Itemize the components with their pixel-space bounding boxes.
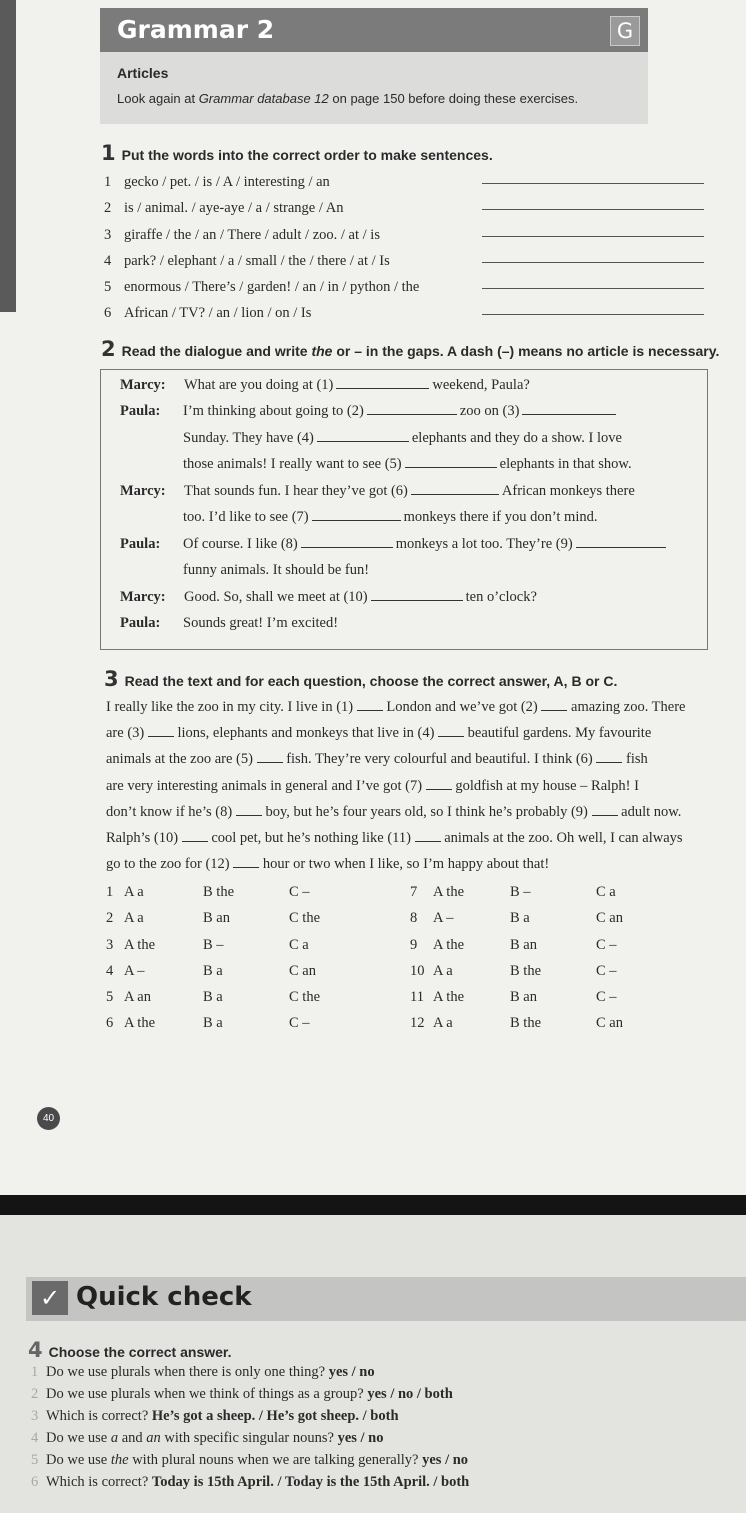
page-title: Grammar 2	[117, 15, 275, 44]
option-number: 6	[106, 1015, 114, 1031]
option-b: B a	[510, 910, 530, 926]
dialogue-text: Sounds great! I’m excited!	[183, 615, 339, 631]
dialogue-text: funny animals. It should be fun!	[183, 562, 370, 578]
option-c: C –	[289, 1015, 310, 1031]
question-text: Which is correct?	[46, 1408, 152, 1424]
dialogue-text: weekend, Paula?	[432, 377, 530, 393]
dialogue-speaker: Paula:	[120, 615, 161, 631]
option-a: A the	[433, 884, 465, 900]
answer-gap	[301, 537, 393, 548]
text-segment: fish	[622, 751, 648, 767]
exercise-2-title: 2 Read the dialogue and write the or – in the gaps. A dash (–) means no article is necessary.	[101, 337, 720, 361]
option-c: C a	[289, 937, 309, 953]
option-number: 5	[106, 989, 114, 1005]
text-segment: amazing zoo. There	[567, 699, 686, 715]
answer-choices: Today is 15th April. / Today is the 15th April. / both	[151, 1474, 470, 1490]
answer-choices: He’s got a sheep. / He’s got sheep. / both	[151, 1408, 399, 1424]
option-b: B –	[510, 884, 531, 900]
checkmark-icon: ✓	[32, 1281, 68, 1315]
page-number-badge: 40	[37, 1107, 60, 1130]
text-segment: lions, elephants and monkeys that live in (4)	[173, 725, 439, 741]
text-line	[106, 699, 686, 716]
question-text: Do we use	[46, 1430, 111, 1446]
answer-gap	[371, 590, 463, 601]
answer-choices: yes / no	[337, 1430, 384, 1446]
answer-gap	[541, 700, 567, 711]
option-b: B an	[203, 910, 230, 926]
answer-gap	[576, 537, 666, 548]
text-segment: are (3)	[106, 725, 148, 741]
option-c: C the	[289, 910, 321, 926]
dialogue-text: monkeys there if you don’t mind.	[403, 509, 598, 525]
option-a: A –	[433, 910, 454, 926]
option-c: C –	[596, 989, 617, 1005]
option-b: B a	[203, 1015, 223, 1031]
answer-gap	[415, 831, 441, 842]
quick-check-item	[31, 1474, 469, 1491]
option-a: A a	[124, 884, 144, 900]
item-number: 5	[104, 279, 112, 295]
exercise-1-item	[104, 200, 343, 217]
item-number: 1	[104, 174, 112, 190]
italic-word: the	[110, 1452, 129, 1468]
quick-check-item	[31, 1386, 453, 1403]
dialogue-text: Of course. I like (8)	[183, 536, 298, 552]
text-segment: London and we’ve got (2)	[382, 699, 542, 715]
dialogue-line	[183, 456, 632, 473]
option-number: 10	[410, 963, 425, 979]
quick-check-title: Quick check	[76, 1282, 252, 1312]
text-line	[106, 778, 639, 795]
item-number: 4	[104, 253, 112, 269]
text-segment: don’t know if he’s (8)	[106, 804, 236, 820]
item-number: 4	[31, 1430, 39, 1446]
option-number: 4	[106, 963, 114, 979]
option-a: A a	[433, 1015, 453, 1031]
dialogue-text: those animals! I really want to see (5)	[183, 456, 402, 472]
answer-gap	[596, 752, 622, 763]
dialogue-text: What are you doing at (1)	[184, 377, 334, 393]
dialogue-line	[183, 403, 616, 420]
dialogue-text: That sounds fun. I hear they’ve got (6)	[184, 483, 408, 499]
dialogue-line	[183, 509, 598, 526]
text-line	[106, 725, 651, 742]
item-number: 6	[31, 1474, 39, 1490]
answer-line	[482, 183, 704, 184]
answer-gap	[522, 404, 616, 415]
text-segment: adult now.	[617, 804, 682, 820]
text-segment: go to the zoo for (12)	[106, 856, 234, 872]
question-text: with plural nouns when we are talking generally?	[128, 1452, 423, 1468]
option-c: C –	[596, 937, 617, 953]
dialogue-speaker: Paula:	[120, 403, 161, 419]
italic-word: an	[146, 1430, 161, 1446]
text-segment: animals at the zoo are (5)	[106, 751, 257, 767]
text-line	[106, 751, 648, 768]
option-number: 12	[410, 1015, 425, 1031]
answer-gap	[411, 484, 499, 495]
item-words: African / TV? / an / lion / on / Is	[124, 305, 312, 321]
option-c: C the	[289, 989, 321, 1005]
answer-gap	[236, 805, 262, 816]
option-a: A the	[124, 1015, 156, 1031]
dialogue-line	[184, 377, 530, 394]
text-segment: are very interesting animals in general and I’ve got (7)	[106, 778, 426, 794]
quick-check-item	[31, 1408, 399, 1425]
dialogue-speaker: Marcy:	[120, 589, 166, 605]
answer-gap	[317, 431, 409, 442]
dialogue-text: elephants and they do a show. I love	[411, 430, 622, 446]
question-text: Do we use	[46, 1452, 111, 1468]
dialogue-text: zoo on (3)	[459, 403, 520, 419]
answer-gap	[257, 752, 283, 763]
question-text: and	[118, 1430, 147, 1446]
answer-gap	[336, 378, 429, 389]
option-c: C an	[289, 963, 316, 979]
answer-gap	[312, 510, 401, 521]
option-c: C an	[596, 910, 623, 926]
answer-gap	[438, 726, 464, 737]
text-segment: goldfish at my house – Ralph! I	[451, 778, 639, 794]
item-number: 3	[104, 227, 112, 243]
item-number: 3	[31, 1408, 39, 1424]
quick-check-item	[31, 1452, 468, 1469]
text-segment: I really like the zoo in my city. I live in (1)	[106, 699, 357, 715]
item-words: gecko / pet. / is / A / interesting / an	[124, 174, 330, 190]
answer-gap	[367, 404, 457, 415]
answer-line	[482, 236, 704, 237]
quick-check-item	[31, 1364, 375, 1381]
option-number: 1	[106, 884, 114, 900]
answer-choices: yes / no	[328, 1364, 375, 1380]
intro-text: Look again at Grammar database 12 on page 150 before doing these exercises.	[117, 91, 579, 106]
exercise-3-title: 3 Read the text and for each question, choose the correct answer, A, B or C.	[104, 667, 618, 691]
dialogue-text: Good. So, shall we meet at (10)	[184, 589, 368, 605]
answer-choices: yes / no / both	[367, 1386, 453, 1402]
dialogue-line	[183, 615, 338, 632]
option-c: C a	[596, 884, 616, 900]
dialogue-speaker: Marcy:	[120, 483, 166, 499]
exercise-1-title: 1 Put the words into the correct order to make sentences.	[101, 141, 493, 165]
option-number: 2	[106, 910, 114, 926]
section-heading: Articles	[117, 65, 169, 81]
answer-line	[482, 209, 704, 210]
exercise-1-item	[104, 279, 419, 296]
answer-line	[482, 288, 704, 289]
answer-gap	[148, 726, 174, 737]
question-text: Do we use plurals when we think of things as a group?	[46, 1386, 368, 1402]
option-b: B –	[203, 937, 224, 953]
exercise-1-item	[104, 174, 330, 191]
option-b: B the	[510, 1015, 542, 1031]
option-number: 8	[410, 910, 418, 926]
answer-line	[482, 314, 704, 315]
text-line	[106, 856, 549, 873]
item-number: 5	[31, 1452, 39, 1468]
dialogue-line	[184, 589, 537, 606]
option-b: B an	[510, 989, 537, 1005]
answer-gap	[233, 857, 259, 868]
answer-gap	[426, 779, 452, 790]
text-line	[106, 804, 681, 821]
option-a: A an	[124, 989, 151, 1005]
item-number: 2	[104, 200, 112, 216]
option-b: B the	[510, 963, 542, 979]
text-segment: beautiful gardens. My favourite	[464, 725, 652, 741]
dialogue-line	[184, 483, 635, 500]
dialogue-text: monkeys a lot too. They’re (9)	[395, 536, 573, 552]
option-b: B an	[510, 937, 537, 953]
italic-word: a	[110, 1430, 119, 1446]
text-segment: hour or two when I like, so I’m happy about that!	[259, 856, 550, 872]
question-text: with specific singular nouns?	[160, 1430, 338, 1446]
option-a: A –	[124, 963, 145, 979]
option-b: B a	[203, 963, 223, 979]
answer-gap	[405, 457, 497, 468]
option-a: A the	[433, 989, 465, 1005]
option-number: 3	[106, 937, 114, 953]
answer-line	[482, 262, 704, 263]
exercise-4-title: 4 Choose the correct answer.	[28, 1338, 232, 1362]
dialogue-text: I’m thinking about going to (2)	[183, 403, 364, 419]
dialogue-line	[183, 430, 622, 447]
item-words: enormous / There’s / garden! / an / in / python / the	[124, 279, 420, 295]
grammar-g-icon: G	[610, 16, 640, 46]
dialogue-text: Sunday. They have (4)	[183, 430, 314, 446]
page-spine-edge	[0, 0, 16, 312]
option-c: C an	[596, 1015, 623, 1031]
exercise-1-item	[104, 227, 380, 244]
exercise-1-item	[104, 253, 390, 270]
item-words: giraffe / the / an / There / adult / zoo. / at / is	[124, 227, 380, 243]
option-a: A a	[433, 963, 453, 979]
exercise-1-item	[104, 305, 311, 322]
text-segment: animals at the zoo. Oh well, I can always	[440, 830, 683, 846]
question-text: Do we use plurals when there is only one thing?	[46, 1364, 329, 1380]
option-number: 11	[410, 989, 424, 1005]
dialogue-text: African monkeys there	[501, 483, 635, 499]
dialogue-text: too. I’d like to see (7)	[183, 509, 309, 525]
dialogue-line	[183, 562, 369, 579]
dialogue-text: ten o’clock?	[465, 589, 537, 605]
text-segment: boy, but he’s four years old, so I think he’s probably (9)	[261, 804, 592, 820]
item-words: is / animal. / aye-aye / a / strange / An	[124, 200, 344, 216]
option-a: A the	[124, 937, 156, 953]
text-line	[106, 830, 683, 847]
grammar-header-bar	[100, 8, 648, 52]
text-segment: cool pet, but he’s nothing like (11)	[207, 830, 415, 846]
intro-box	[100, 52, 648, 124]
option-a: A a	[124, 910, 144, 926]
text-segment: fish. They’re very colourful and beautiful. I think (6)	[282, 751, 597, 767]
answer-gap	[357, 700, 383, 711]
item-words: park? / elephant / a / small / the / there / at / Is	[124, 253, 390, 269]
option-c: C –	[289, 884, 310, 900]
item-number: 2	[31, 1386, 39, 1402]
text-segment: Ralph’s (10)	[106, 830, 182, 846]
answer-gap	[592, 805, 618, 816]
photo-edge-band	[0, 1195, 746, 1215]
dialogue-text: elephants in that show.	[499, 456, 632, 472]
dialogue-speaker: Marcy:	[120, 377, 166, 393]
option-number: 7	[410, 884, 418, 900]
option-b: B a	[203, 989, 223, 1005]
dialogue-speaker: Paula:	[120, 536, 161, 552]
option-b: B the	[203, 884, 235, 900]
dialogue-line	[183, 536, 666, 553]
item-number: 6	[104, 305, 112, 321]
quick-check-item	[31, 1430, 384, 1447]
option-a: A the	[433, 937, 465, 953]
option-c: C –	[596, 963, 617, 979]
item-number: 1	[31, 1364, 39, 1380]
answer-choices: yes / no	[422, 1452, 469, 1468]
option-number: 9	[410, 937, 418, 953]
answer-gap	[182, 831, 208, 842]
question-text: Which is correct?	[46, 1474, 152, 1490]
